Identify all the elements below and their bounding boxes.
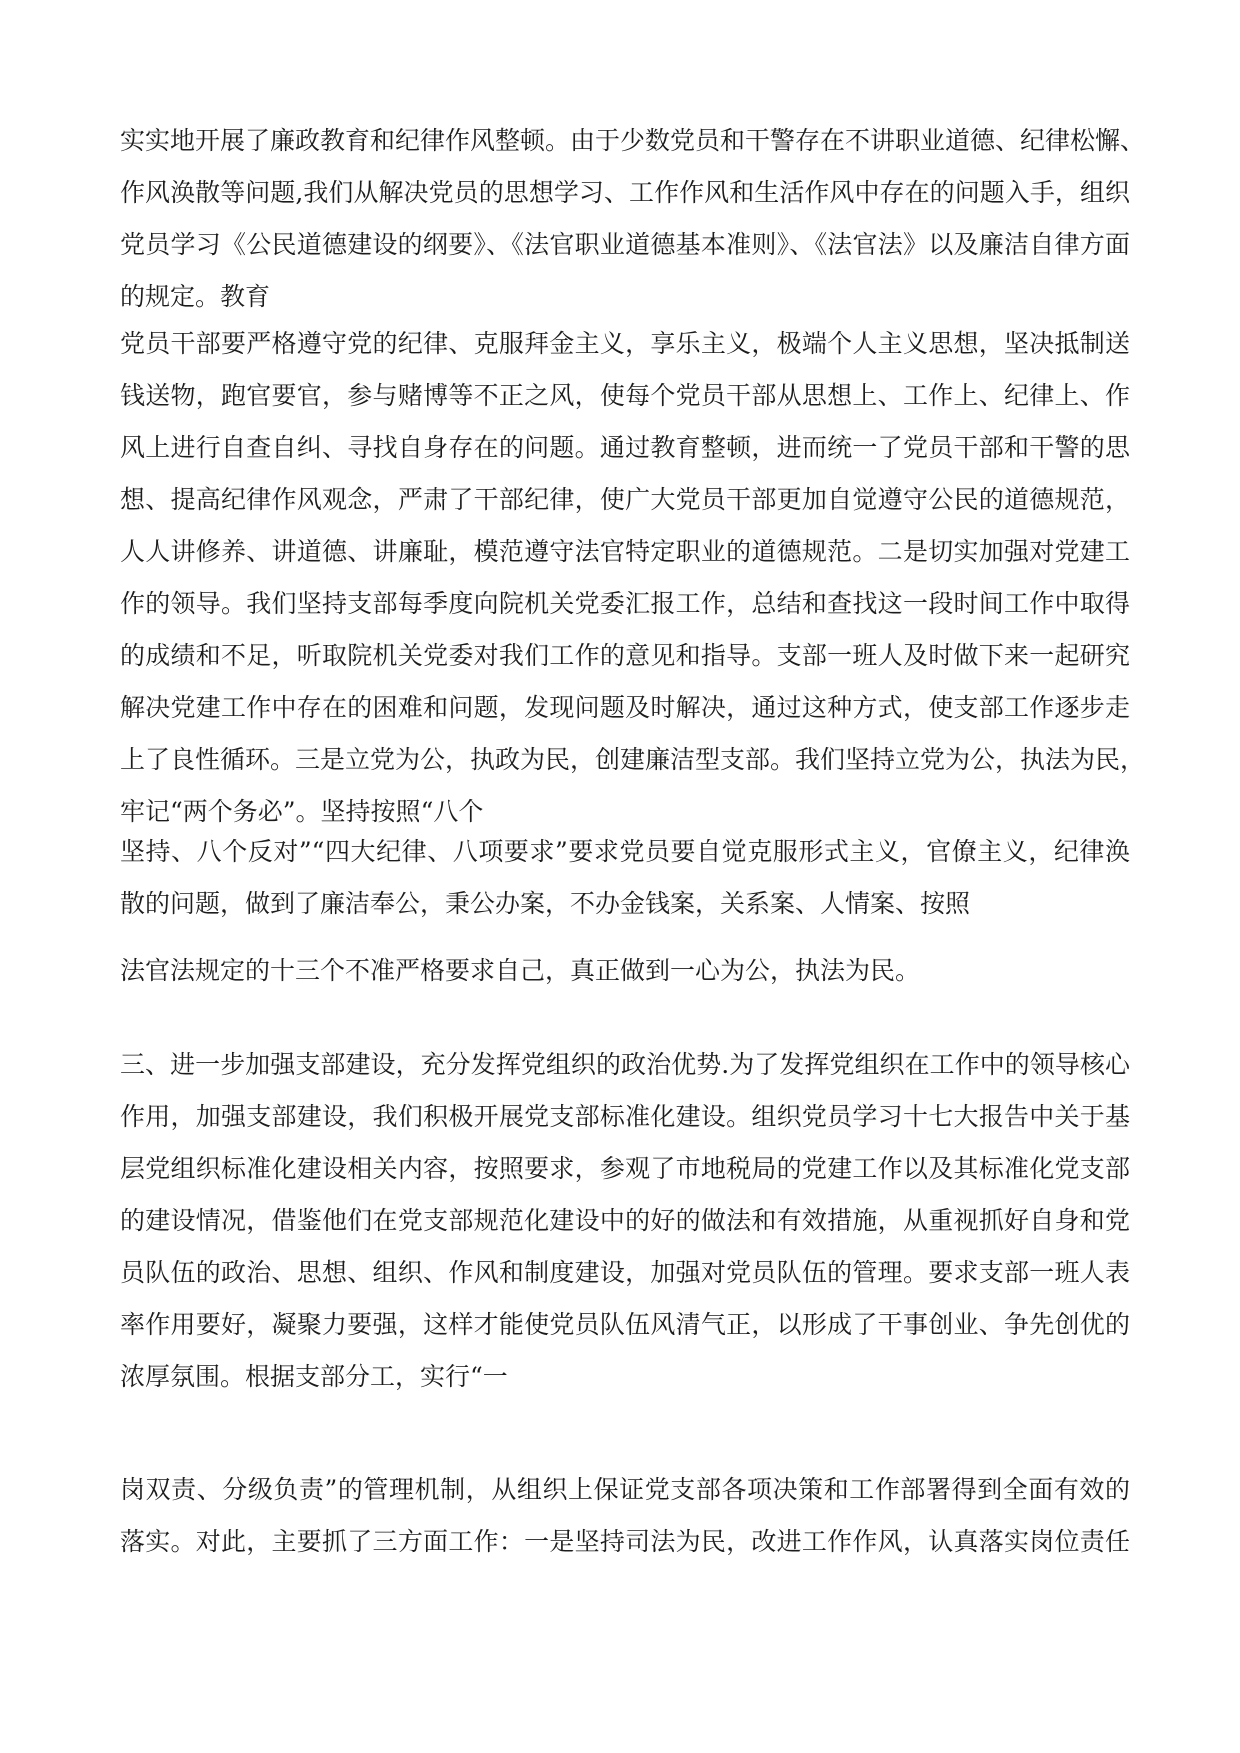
text-line: 散的问题，做到了廉洁奉公，秉公办案，不办金钱案，关系案、人情案、按照	[120, 889, 971, 918]
text-line: 作的领导。我们坚持支部每季度向院机关党委汇报工作，总结和查找这一段时间工作中取得	[120, 589, 1130, 618]
paragraph-3	[120, 826, 1130, 930]
text-line: 上了良性循环。三是立党为公，执政为民，创建廉洁型支部。我们坚持立党为公，执法为民，	[120, 745, 1146, 774]
text-line: 实实地开展了廉政教育和纪律作风整顿。由于少数党员和干警存在不讲职业道德、纪律松懈、	[120, 126, 1146, 155]
text-line: 钱送物，跑官要官，参与赌博等不正之风，使每个党员干部从思想上、工作上、纪律上、作	[120, 381, 1130, 410]
text-line: 作风涣散等问题,我们从解决党员的思想学习、工作作风和生活作风中存在的问题入手，组织	[120, 178, 1130, 207]
text-line: 党员干部要严格遵守党的纪律、克服拜金主义，享乐主义，极端个人主义思想，坚决抵制送	[120, 329, 1130, 358]
text-line: 牢记“两个务必”。坚持按照“八个	[120, 797, 484, 826]
text-line: 法官法规定的十三个不准严格要求自己，真正做到一心为公，执法为民。	[120, 956, 921, 985]
text-line: 的建设情况，借鉴他们在党支部规范化建设中的好的做法和有效措施，从重视抓好自身和党	[120, 1206, 1130, 1235]
text-line: 层党组织标准化建设相关内容，按照要求，参观了市地税局的党建工作以及其标准化党支部	[120, 1154, 1130, 1183]
text-line: 解决党建工作中存在的困难和问题，发现问题及时解决，通过这种方式，使支部工作逐步走	[120, 693, 1130, 722]
text-line: 人人讲修养、讲道德、讲廉耻，模范遵守法官特定职业的道德规范。二是切实加强对党建工	[120, 537, 1130, 566]
text-line: 三、进一步加强支部建设，充分发挥党组织的政治优势.为了发挥党组织在工作中的领导核心	[120, 1050, 1130, 1079]
text-line: 率作用要好，凝聚力要强，这样才能使党员队伍风清气正，以形成了干事创业、争先创优的	[120, 1310, 1130, 1339]
paragraph-2	[120, 318, 1146, 838]
text-line: 岗双责、分级负责”的管理机制，从组织上保证党支部各项决策和工作部署得到全面有效的	[120, 1475, 1130, 1504]
text-line: 员队伍的政治、思想、组织、作风和制度建设，加强对党员队伍的管理。要求支部一班人表	[120, 1258, 1130, 1287]
text-line: 的成绩和不足，听取院机关党委对我们工作的意见和指导。支部一班人及时做下来一起研究	[120, 641, 1130, 670]
text-line: 作用，加强支部建设，我们积极开展党支部标准化建设。组织党员学习十七大报告中关于基	[120, 1102, 1130, 1131]
text-line: 想、提高纪律作风观念，严肃了干部纪律，使广大党员干部更加自觉遵守公民的道德规范，	[120, 485, 1130, 514]
text-line: 落实。对此，主要抓了三方面工作：一是坚持司法为民，改进工作作风，认真落实岗位责任	[120, 1527, 1130, 1556]
text-line: 的规定。教育	[120, 282, 271, 311]
text-line: 党员学习《公民道德建设的纲要》、《法官职业道德基本准则》、《法官法》以及廉洁自律方面	[120, 230, 1130, 259]
paragraph-1	[120, 115, 1146, 323]
paragraph-5	[120, 1039, 1130, 1403]
text-line: 坚持、八个反对”“四大纪律、八项要求”要求党员要自觉克服形式主义，官僚主义，纪律涣	[120, 837, 1130, 866]
text-line: 风上进行自查自纠、寻找自身存在的问题。通过教育整顿，进而统一了党员干部和干警的思	[120, 433, 1130, 462]
paragraph-4	[120, 945, 1130, 997]
paragraph-6	[120, 1464, 1130, 1568]
text-line: 浓厚氛围。根据支部分工，实行“一	[120, 1362, 508, 1391]
